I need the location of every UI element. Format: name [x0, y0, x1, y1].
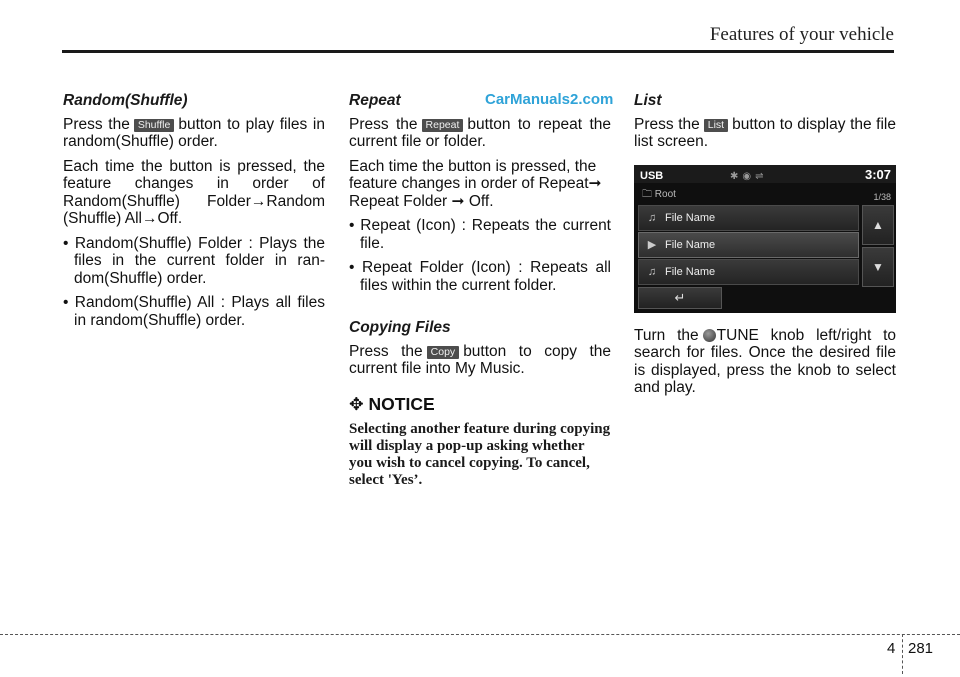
column-random-shuffle	[63, 92, 325, 336]
file-list-row[interactable]	[638, 205, 859, 231]
text: Press the	[634, 115, 700, 133]
page-number: 281	[908, 640, 934, 657]
footer-rule	[0, 634, 960, 635]
paragraph: Each time the button is pressed, the feature changes in order of Random(Shuffle) Folder→Random (Shuffle) All→Off.	[63, 157, 325, 227]
text: Press the	[349, 115, 418, 133]
column-repeat	[349, 91, 614, 489]
file-list-row[interactable]	[638, 232, 859, 258]
paragraph	[349, 116, 611, 151]
scroll-up-button[interactable]	[862, 205, 894, 245]
file-name: File Name	[665, 211, 716, 224]
paragraph: Each time the button is pressed, the feature changes in order of Repeat➞ Repeat Folder ➞ Off.	[349, 157, 602, 210]
back-button[interactable]	[638, 287, 722, 309]
bullet-item: • Random(Shuffle) All : Plays all files in random(Shuffle) order.	[63, 294, 325, 329]
text: TUNE knob left/right to search for files. Once the desired file is displayed, press the knob to select and play.	[634, 326, 896, 396]
bullet-item: • Repeat (Icon) : Repeats the current file.	[349, 217, 611, 252]
paragraph	[634, 327, 896, 397]
repeat-button-label: Repeat	[422, 119, 464, 132]
header-rule	[62, 50, 894, 53]
paragraph	[634, 116, 896, 151]
notice-text: Selecting another feature during copying will display a pop-up asking whether you wish to cancel copying. To cancel, select 'Yes’.	[349, 421, 611, 488]
section-heading-repeat: Repeat	[349, 92, 401, 109]
section-heading-random-shuffle: Random(Shuffle)	[63, 92, 188, 109]
text: button to copy the current file into My Music.	[349, 342, 611, 377]
folder-path	[642, 186, 676, 204]
folder-name: Root	[654, 188, 676, 200]
shuffle-button-label: Shuffle	[134, 119, 175, 132]
copy-button-label: Copy	[427, 346, 460, 359]
text: button to repeat the current file or folder.	[349, 115, 611, 150]
watermark: CarManuals2.com	[485, 91, 614, 108]
back-arrow-icon: ↵	[674, 289, 686, 305]
file-name: File Name	[665, 265, 716, 278]
bullet-item: • Repeat Folder (Icon) : Repeats all files within the current folder.	[349, 259, 611, 294]
file-list-screen	[634, 165, 896, 313]
music-note-icon: ♫	[647, 265, 657, 278]
play-circle-icon: ▶	[647, 238, 657, 251]
chapter-number: 4	[887, 640, 896, 657]
text: Turn the	[634, 326, 699, 344]
header-title: Features of your vehicle	[709, 24, 894, 45]
screen-source-label: USB	[640, 169, 664, 182]
file-name: File Name	[665, 238, 716, 251]
tune-knob-icon	[703, 329, 716, 342]
text: Press the	[349, 342, 423, 360]
paragraph	[63, 116, 325, 151]
triangle-up-icon: ▲	[872, 217, 884, 232]
triangle-down-icon: ▼	[872, 259, 884, 274]
section-heading-list: List	[634, 92, 662, 109]
text: Press the	[63, 115, 130, 133]
screen-clock: 3:07	[864, 166, 891, 182]
column-list	[634, 92, 896, 404]
section-heading-copying-files: Copying Files	[349, 319, 451, 336]
file-list-row[interactable]	[638, 259, 859, 285]
text: button to play files in random(Shuffle) order.	[63, 115, 325, 150]
footer-separator	[902, 634, 903, 674]
music-note-icon: ♫	[647, 211, 657, 224]
notice-title: ✥ NOTICE	[349, 393, 435, 414]
bluetooth-usb-status-icons: ✱◉⇌	[730, 170, 768, 182]
scroll-down-button[interactable]	[862, 247, 894, 287]
folder-icon: 🗀	[642, 188, 652, 200]
file-count: 1/38	[873, 191, 891, 202]
list-button-label: List	[704, 119, 728, 132]
bullet-item: • Random(Shuffle) Folder : Plays the files in the current folder in ran-dom(Shuffle) order.	[63, 234, 325, 287]
text: button to display the file list screen.	[634, 115, 896, 150]
paragraph	[349, 343, 611, 378]
